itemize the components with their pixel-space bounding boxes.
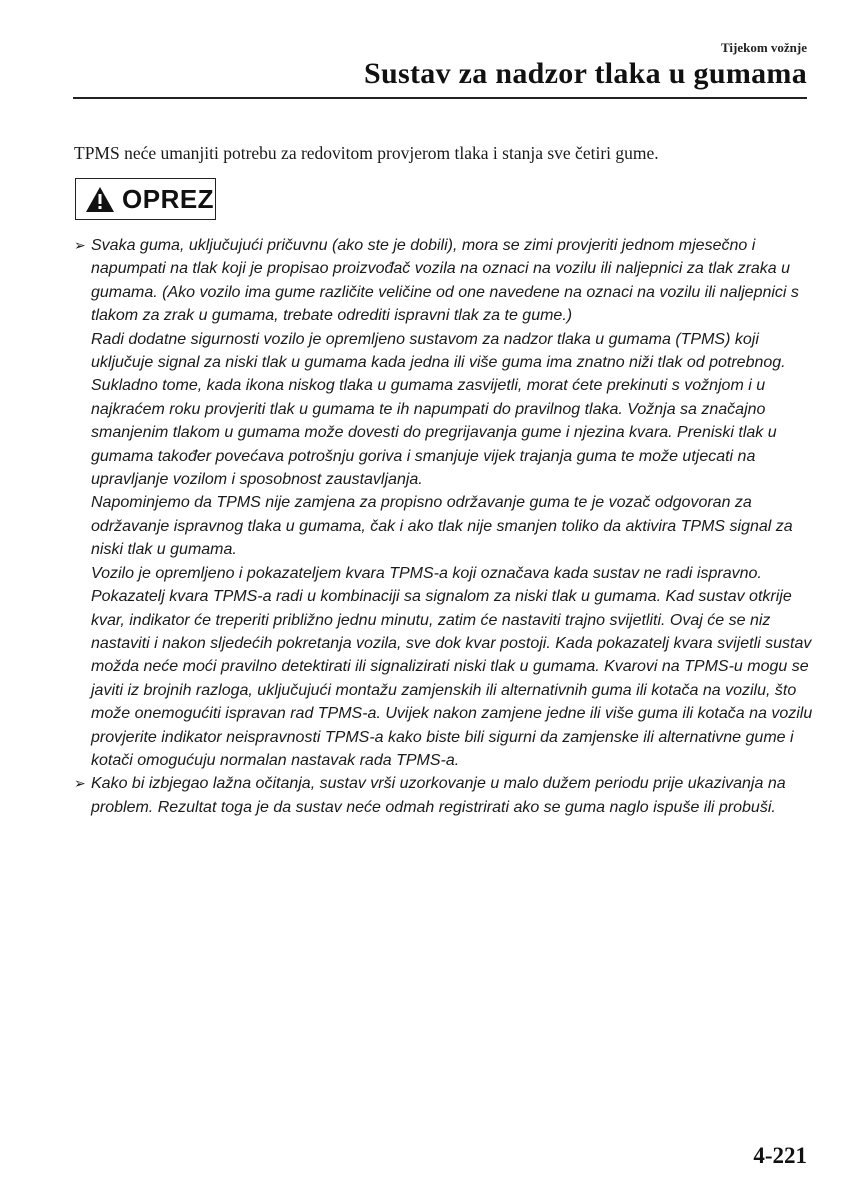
caution-label: OPREZ: [122, 183, 215, 214]
paragraph: Vozilo je opremljeno i pokazateljem kvara TPMS-a koji označava kada sustav ne radi ispravno.: [91, 564, 762, 582]
paragraph: Svaka guma, uključujući pričuvnu (ako ste je dobili), mora se zimi provjeriti jednom mjesečno i napumpati na tlak koji je propisao proizvođač vozila na oznaci na vozilu ili naljepnici za tlak zraka u gumama. (Ako vozilo ima gume različite veličine od one navedene na oznaci na vozilu ili naljepnici s tlakom za zrak u gumama, trebate odrediti ispravni tlak za te gume.): [91, 237, 799, 325]
bullet-marker: ➢: [74, 237, 86, 253]
paragraph: Radi dodatne sigurnosti vozilo je opremljeno sustavom za nadzor tlaka u gumama (TPMS) koji uključuje signal za niski tlak u gumama kada jedna ili više guma ima znatno niži tlak od potrebnog. Sukladno tome, kada ikona niskog tlaka u gumama zasvijetli, morat ćete prekinuti s vožnjom i u najkraćem roku provjeriti tlak u gumama te ih napumpati do pravilnog tlaka. Vožnja sa značajno smanjenim tlakom u gumama može dovesti do pregrijavanja gume i njezina kvara. Preniski tlak u gumama također povećava potrošnju goriva i smanjuje vijek trajanja guma te može utjecati na upravljanje vozilom i sposobnost zaustavljanja.: [91, 330, 786, 489]
bullet-item: [74, 772, 814, 819]
paragraph: Kako bi izbjegao lažna očitanja, sustav vrši uzorkovanje u malo dužem periodu prije ukazivanja na problem. Rezultat toga je da sustav neće odmah registrirati ako se guma naglo ispuše ili probuši.: [91, 775, 786, 816]
warning-triangle-icon: [85, 186, 115, 213]
paragraph: Pokazatelj kvara TPMS-a radi u kombinaciji sa signalom za niski tlak u gumama. Kad sustav otkrije kvar, indikator će treperiti približno jednu minutu, zatim će nastaviti trajno svijetliti. Ovaj će se niz nastaviti i nakon sljedećih pokretanja vozila, sve dok kvar postoji. Kada pokazatelj kvara svijetli sustav možda neće moći pravilno detektirati ili signalizirati niski tlak u gumama. Kvarovi na TPMS-u mogu se javiti iz brojnih razloga, uključujući montažu zamjenskih ili alternativnih guma ili kotača na vozilu, što može onemogućiti ispravan rad TPMS-a. Uvijek nakon zamjene jedne ili više guma ili kotača na vozilu provjerite indikator neispravnosti TPMS-a kako biste bili sigurni da zamjenske ili alternativne gume i kotači omogućuju normalan nastavak rada TPMS-a.: [91, 588, 813, 769]
section-label: Tijekom vožnje: [720, 40, 807, 55]
title-divider: [73, 97, 807, 99]
bullet-item: [74, 234, 814, 772]
intro-text: TPMS neće umanjiti potrebu za redovitom provjerom tlaka i stanja sve četiri gume.: [74, 143, 659, 163]
bullet-marker: ➢: [74, 775, 86, 792]
page-number: 4-221: [753, 1143, 807, 1168]
caution-box: [75, 178, 216, 220]
caution-list: [74, 234, 814, 819]
page-title: Sustav za nadzor tlaka u gumama: [364, 57, 807, 90]
paragraph: Napominjemo da TPMS nije zamjena za propisno održavanje guma te je vozač odgovoran za održavanje ispravnog tlaka u gumama, čak i ako tlak nije smanjen toliko da aktivira TPMS signal za niski tlak u gumama.: [91, 494, 793, 559]
